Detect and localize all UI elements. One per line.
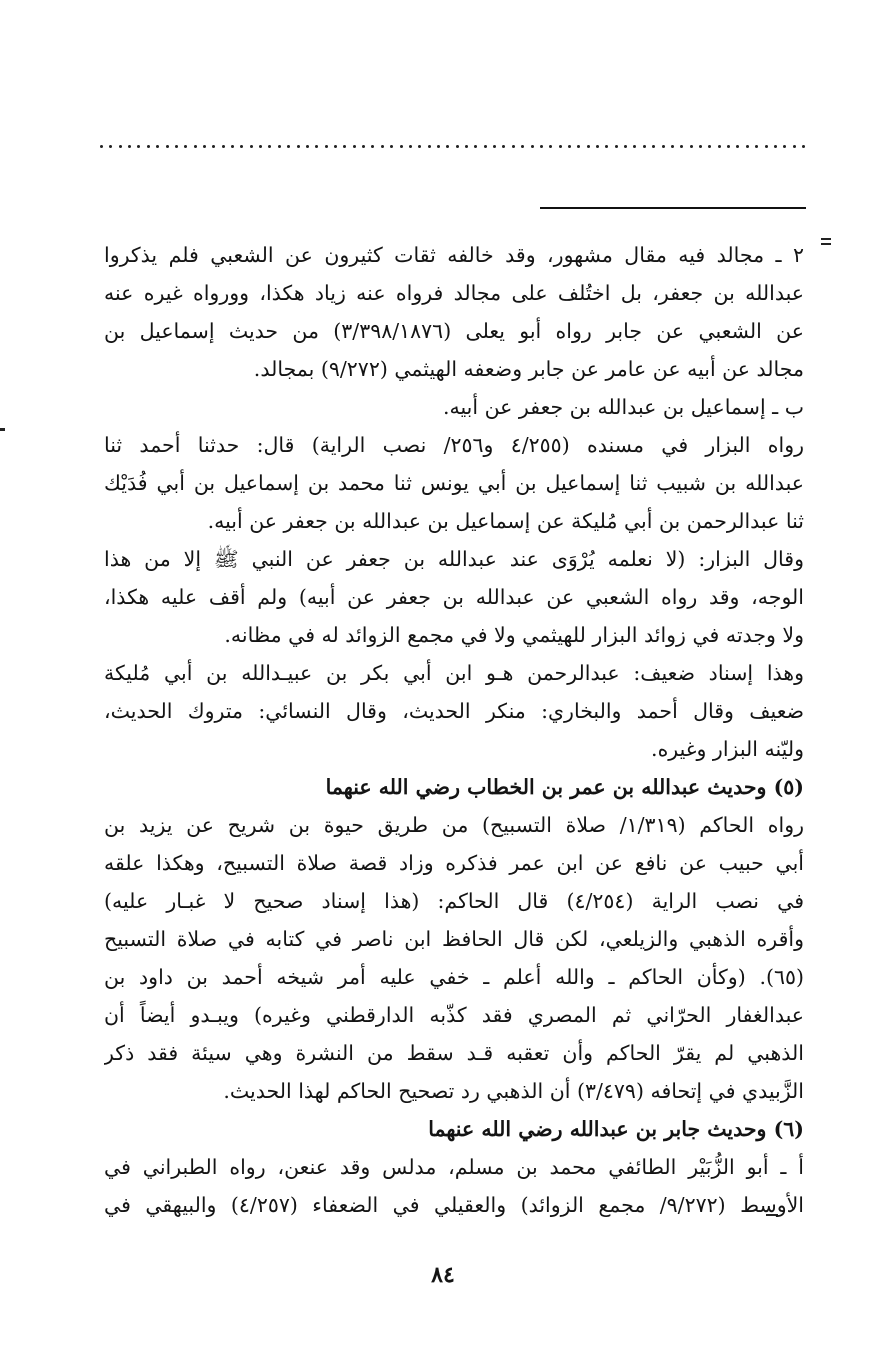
text-line: ضعيف وقال أحمد والبخاري: منكر الحديث، وقال النسائي: متروك الحديث، [104, 699, 804, 723]
dot [493, 145, 496, 148]
dot [156, 145, 159, 148]
margin-mark [821, 243, 831, 245]
dot [624, 145, 627, 148]
dot [568, 145, 571, 148]
text-line: أ ـ أبو الزُّبَيْر الطائفي محمد بن مسلم، مدلس وقد عنعن، رواه الطبراني في [104, 1155, 804, 1179]
section-heading-line: (٦) وحديث جابر بن عبدالله رضي الله عنهما [428, 1117, 804, 1141]
dot [755, 145, 758, 148]
dot [194, 145, 197, 148]
dot [428, 145, 431, 148]
dot [109, 145, 112, 148]
dot [802, 145, 805, 148]
dot [119, 145, 122, 148]
text-line: ب ـ إسماعيل بن عبدالله بن جعفر عن أبيه. [442, 395, 804, 419]
dot [671, 145, 674, 148]
dot [605, 145, 608, 148]
dot [662, 145, 665, 148]
dot [699, 145, 702, 148]
dot [166, 145, 169, 148]
dot [315, 145, 318, 148]
dot [774, 145, 777, 148]
dot [633, 145, 636, 148]
dot [521, 145, 524, 148]
dot [306, 145, 309, 148]
dot [222, 145, 225, 148]
dot [278, 145, 281, 148]
page-number: ٨٤ [431, 1262, 455, 1288]
dot [540, 145, 543, 148]
dot [456, 145, 459, 148]
text-line: عبدالغفار الحرّاني ثم المصري فقد كذّبه الدارقطني وغيره) ويبـدو أيضاً أن [104, 1003, 804, 1027]
dot [446, 145, 449, 148]
dot [268, 145, 271, 148]
dot [325, 145, 328, 148]
dot [549, 145, 552, 148]
section-heading-line: (٥) وحديث عبدالله بن عمر بن الخطاب رضي الله عنهما [325, 775, 804, 799]
dot [409, 145, 412, 148]
dot [240, 145, 243, 148]
dot [418, 145, 421, 148]
dot [746, 145, 749, 148]
dot [690, 145, 693, 148]
dot [287, 145, 290, 148]
dot [250, 145, 253, 148]
text-line: أبي حبيب عن نافع عن ابن عمر فذكره وزاد قصة صلاة التسبيح، وهكذا علقه [104, 851, 804, 875]
text-line: عن الشعبي عن جابر رواه أبو يعلى (٣/٣٩٨/١٨٧٦) من حديث إسماعيل بن [104, 319, 804, 343]
text-line: عبدالله بن جعفر، بل اختُلف على مجالد فرواه عنه زياد هكذا، وورواه غيره عنه [104, 281, 804, 305]
dot [736, 145, 739, 148]
text-line: عبدالله بن شبيب ثنا إسماعيل بن أبي يونس ثنا محمد بن إسماعيل بن أبي فُدَيْك [104, 471, 804, 495]
dot [512, 145, 515, 148]
dot [643, 145, 646, 148]
dot [147, 145, 150, 148]
dot [680, 145, 683, 148]
text-line: رواه البزار في مسنده (٤/٢٥٥ و٢٥٦/ نصب الراية) قال: حدثنا أحمد ثنا [104, 433, 804, 457]
dot [400, 145, 403, 148]
dot [577, 145, 580, 148]
dot [502, 145, 505, 148]
margin-mark [821, 238, 831, 240]
text-line: وأقره الذهبي والزيلعي، لكن قال الحافظ ابن ناصر في كتابه في صلاة التسبيح [104, 927, 804, 951]
text-line: في نصب الراية (٤/٢٥٤) قال الحاكم: (هذا إسناد صحيح لا غبـار عليه) [104, 889, 804, 913]
dot [128, 145, 131, 148]
dotted-separator [100, 136, 805, 156]
text-line: رواه الحاكم (١/٣١٩/ صلاة التسبيح) من طريق حيوة بن شريح عن يزيد بن [104, 813, 804, 837]
dot [437, 145, 440, 148]
dot [474, 145, 477, 148]
dot [334, 145, 337, 148]
dot [465, 145, 468, 148]
dot [718, 145, 721, 148]
text-line: الذهبي لم يقرّ الحاكم وأن تعقبه قـد سقط من النشرة وهي سيئة فقد ذكر [104, 1041, 804, 1065]
dot [559, 145, 562, 148]
dot [615, 145, 618, 148]
dot [587, 145, 590, 148]
dot [231, 145, 234, 148]
dot [362, 145, 365, 148]
dot [297, 145, 300, 148]
dot [381, 145, 384, 148]
text-line: وقال البزار: (لا نعلمه يُرْوَى عند عبدالله بن جعفر عن النبي ﷺ إلا من هذا [104, 547, 804, 571]
text-line: (٦٥). (وكأن الحاكم ـ والله أعلم ـ خفي عليه أمر شيخه أحمد بن داود بن [104, 965, 804, 989]
dot [203, 145, 206, 148]
dot [371, 145, 374, 148]
dot [484, 145, 487, 148]
dot [783, 145, 786, 148]
dot [390, 145, 393, 148]
dot [531, 145, 534, 148]
text-line: مجالد عن أبيه عن عامر عن جابر وضعفه الهيثمي (٩/٢٧٢) بمجالد. [253, 357, 804, 381]
dot [765, 145, 768, 148]
dot [727, 145, 730, 148]
text-line: ثنا عبدالرحمن بن أبي مُليكة عن إسماعيل بن عبدالله بن جعفر عن أبيه. [207, 509, 804, 533]
dot [708, 145, 711, 148]
text-line: الأوسط (٩/٢٧٢/ مجمع الزوائد) والعقيلي في الضعفاء (٤/٢٥٧) والبيهقي في [104, 1193, 804, 1217]
text-line: ولا وجدته في زوائد البزار للهيثمي ولا في مجمع الزوائد له في مظانه. [224, 623, 804, 647]
dot [212, 145, 215, 148]
dot [793, 145, 796, 148]
dot [596, 145, 599, 148]
dot [652, 145, 655, 148]
text-line: وليّنه البزار وغيره. [651, 737, 804, 761]
dot [259, 145, 262, 148]
dot [100, 145, 103, 148]
dot [184, 145, 187, 148]
text-line: وهذا إسناد ضعيف: عبدالرحمن هـو ابن أبي بكر بن عبيـدالله بن أبي مُليكة [104, 661, 804, 685]
text-line: الزَّبيدي في إتحافه (٣/٤٧٩) أن الذهبي رد تصحيح الحاكم لهذا الحديث. [223, 1079, 804, 1103]
text-line: ٢ ـ مجالد فيه مقال مشهور، وقد خالفه ثقات كثيرون عن الشعبي فلم يذكروا [104, 243, 804, 267]
text-line: الوجه، وقد رواه الشعبي عن عبدالله بن جعفر عن أبيه) ولم أقف عليه هكذا، [104, 585, 804, 609]
margin-mark [0, 428, 5, 431]
body-text [104, 236, 804, 1224]
dot [175, 145, 178, 148]
footnote-separator-rule [540, 207, 806, 209]
dot [137, 145, 140, 148]
dot [343, 145, 346, 148]
dot [353, 145, 356, 148]
